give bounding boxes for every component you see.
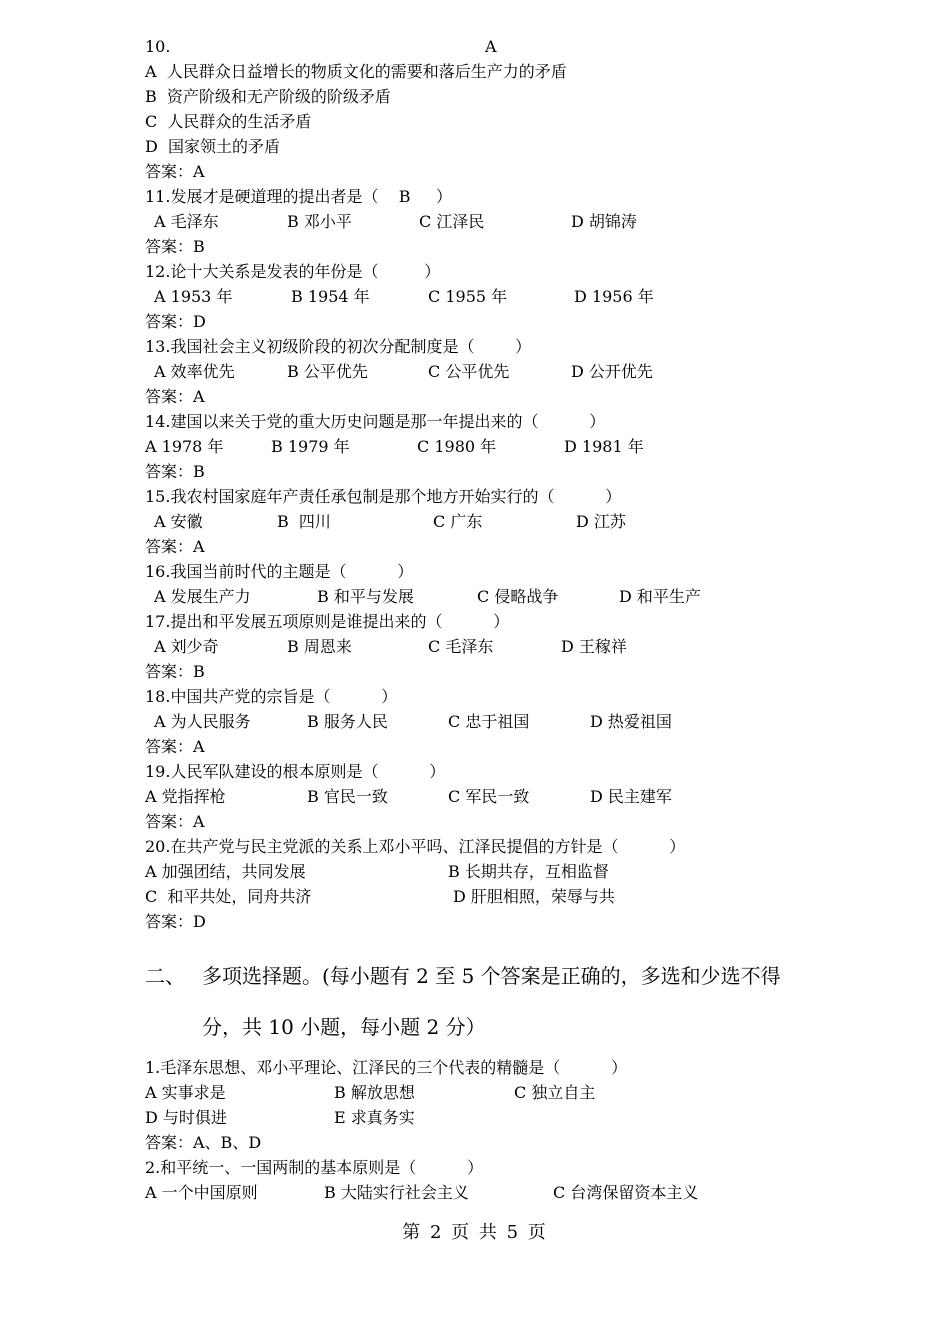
option-a: A 一个中国原则 [145,1183,258,1202]
option-b: B 解放思想 [334,1083,415,1102]
multi-question-1-options-row2 [145,1105,415,1130]
answer: 答案：A [145,537,205,556]
option-b: B 大陆实行社会主义 [324,1183,469,1202]
answer: 答案：B [145,662,205,681]
option-a: A 人民群众日益增长的物质文化的需要和落后生产力的矛盾 [145,62,567,81]
question-20-options-row1 [145,859,609,884]
question-20-options-row2 [145,884,615,909]
option-a: A 刘少奇 [154,637,219,656]
question-number: 10. [145,37,171,56]
option-d: D 民主建军 [590,787,672,806]
question-11-stem: 11.发展才是硬道理的提出者是（ B ） [145,187,452,206]
option-b: B 长期共存，互相监督 [448,862,609,881]
multi-question-2-stem: 2.和平统一、一国两制的基本原则是（ ） [145,1158,484,1177]
answer: 答案：B [145,462,205,481]
option-a: A 发展生产力 [154,587,251,606]
answer: 答案：D [145,912,206,931]
question-17-options [145,634,627,659]
option-d: D 公开优先 [571,362,653,381]
option-c: C 人民群众的生活矛盾 [145,112,312,131]
question-13-options [145,359,653,384]
answer: 答案：A [145,812,205,831]
option-c: C 广东 [433,512,483,531]
question-18-options [145,709,672,734]
option-a: A 效率优先 [154,362,235,381]
option-a: A 毛泽东 [154,212,219,231]
option-a: A 安徽 [154,512,203,531]
option-b: B 资产阶级和无产阶级的阶级矛盾 [145,87,391,106]
option-d: D 胡锦涛 [571,212,637,231]
option-a: A 为人民服务 [154,712,251,731]
option-c: C 侵略战争 [477,587,559,606]
option-b: B 官民一致 [307,787,388,806]
page-footer: 第 2 页 共 5 页 [402,1222,548,1243]
option-c: C 独立自主 [514,1083,596,1102]
option-d: D 与时俱进 [145,1108,227,1127]
option-c: C 军民一致 [448,787,530,806]
answer: 答案：A [145,737,205,756]
option-c: C 和平共处，同舟共济 [145,887,312,906]
multi-question-2-options [145,1180,699,1205]
option-c: C 台湾保留资本主义 [553,1183,699,1202]
multi-question-1-stem: 1.毛泽东思想、邓小平理论、江泽民的三个代表的精髓是（ ） [145,1058,628,1077]
option-d: D 热爱祖国 [590,712,672,731]
option-e: E 求真务实 [334,1108,415,1127]
question-14-options [145,434,644,459]
section-number: 二、 [145,964,185,988]
option-d: D 国家领土的矛盾 [145,137,281,156]
question-13-stem: 13.我国社会主义初级阶段的初次分配制度是（ ） [145,337,532,356]
question-19-options [145,784,672,809]
question-11-options [145,209,637,234]
question-15-stem: 15.我农村国家庭年产责任承包制是那个地方开始实行的（ ） [145,487,622,506]
option-a: A 1953 年 [154,287,233,306]
option-b: B 和平与发展 [317,587,414,606]
option-c: C 江泽民 [419,212,485,231]
option-c: C 毛泽东 [428,637,494,656]
option-d: D 1956 年 [574,287,654,306]
option-b: B 1979 年 [271,437,350,456]
option-b: B 周恩来 [287,637,352,656]
option-a: A 1978 年 [145,437,224,456]
section-title-continued: 分，共 10 小题，每小题 2 分） [202,1015,486,1039]
option-c: C 忠于祖国 [448,712,530,731]
option-a: A 党指挥枪 [145,787,226,806]
answer: 答案：D [145,312,206,331]
question-14-stem: 14.建国以来关于党的重大历史问题是那一年提出来的（ ） [145,412,606,431]
option-c: C 公平优先 [428,362,510,381]
option-b: B 服务人民 [307,712,388,731]
question-10-stem [145,34,497,59]
answer: 答案：A、B、D [145,1133,262,1152]
question-17-stem: 17.提出和平发展五项原则是谁提出来的（ ） [145,612,510,631]
option-b: B 四川 [277,512,331,531]
question-19-stem: 19.人民军队建设的根本原则是（ ） [145,762,446,781]
question-18-stem: 18.中国共产党的宗旨是（ ） [145,687,398,706]
option-c: C 1955 年 [428,287,508,306]
option-a: A 加强团结，共同发展 [145,862,306,881]
option-d: D 和平生产 [619,587,701,606]
question-12-stem: 12.论十大关系是发表的年份是（ ） [145,262,441,281]
option-a: A 实事求是 [145,1083,226,1102]
option-b: B 邓小平 [287,212,352,231]
answer: 答案：B [145,237,205,256]
answer: 答案：A [145,387,205,406]
question-15-options [145,509,626,534]
answer: 答案：A [145,162,205,181]
option-d: D 王稼祥 [561,637,627,656]
option-d: D 肝胆相照，荣辱与共 [453,887,615,906]
question-20-stem: 20.在共产党与民主党派的关系上邓小平吗、江泽民提倡的方针是（ ） [145,837,686,856]
answer-mark: A [485,37,497,56]
option-b: B 1954 年 [291,287,370,306]
section-title: 多项选择题。(每小题有 2 至 5 个答案是正确的，多选和少选不得 [202,964,781,988]
option-c: C 1980 年 [417,437,497,456]
question-16-stem: 16.我国当前时代的主题是（ ） [145,562,414,581]
option-d: D 1981 年 [564,437,644,456]
option-b: B 公平优先 [287,362,368,381]
question-16-options [145,584,701,609]
question-12-options [145,284,654,309]
multi-question-1-options-row1 [145,1080,596,1105]
option-d: D 江苏 [576,512,626,531]
